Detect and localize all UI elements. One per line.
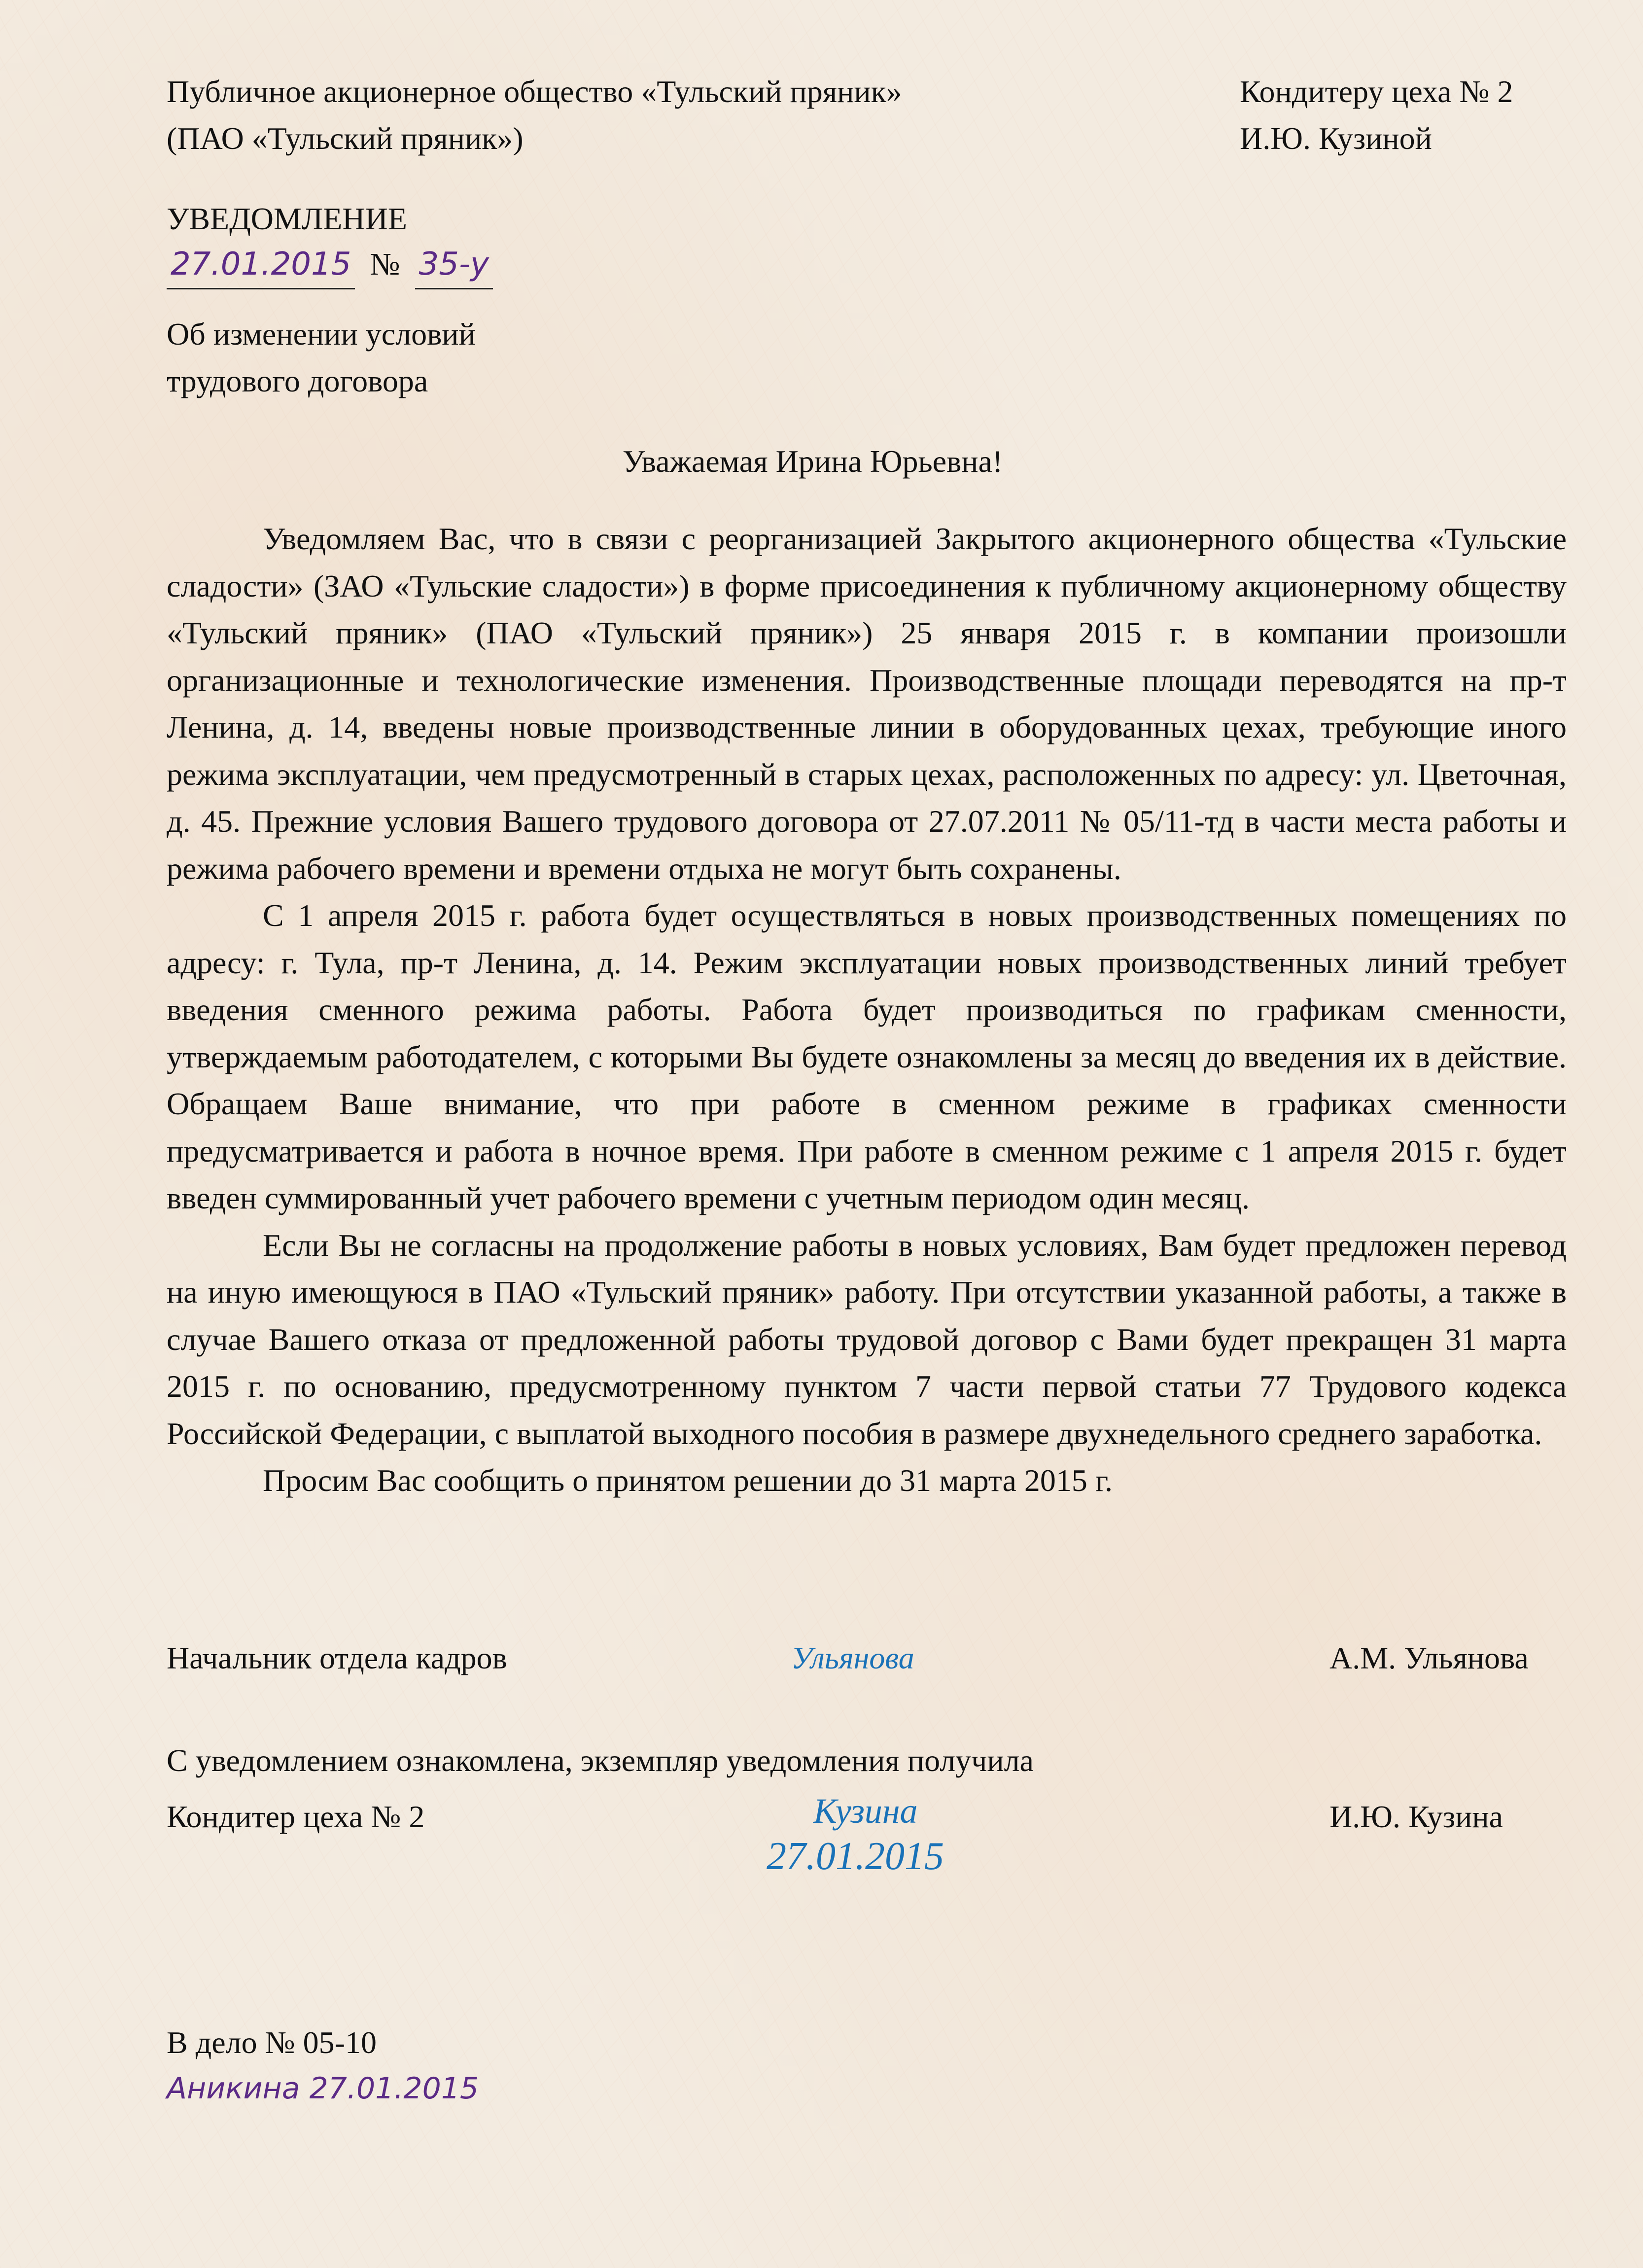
date-number-line [167, 241, 493, 289]
addressee-name: И.Ю. Кузиной [1240, 121, 1432, 156]
document-number: 35-у [415, 241, 493, 289]
filing-note: В дело № 05-10 [167, 2025, 377, 2060]
org-name: Публичное акционерное общество «Тульский пряник» [167, 74, 902, 109]
paragraph: Уведомляем Вас, что в связи с реорганизацией Закрытого акционерного общества «Тульские сладости» (ЗАО «Тульские сладости») в форме присоединения к публичному акционерному обществу «Тульский пряник» (ПАО «Тульский пряник») 25 января 2015 г. в компании произошли организационные и технологические изменения. Производственные площади переводятся на пр-т Ленина, д. 14, введены новые производственные линии в оборудованных цехах, требующие иного режима эксплуатации, чем предусмотренный в старых цехах, расположенных по адресу: ул. Цветочная, д. 45. Прежние условия Вашего трудового договора от 27.07.2011 № 05/11-тд в части места работы и режима рабочего времени и времени отдыха не могут быть сохранены. [167, 521, 1567, 886]
acknowledgement-statement: С уведомлением ознакомлена, экземпляр уведомления получила [167, 1743, 1034, 1778]
org-short-name: (ПАО «Тульский пряник») [167, 121, 524, 156]
signatory-handwritten-signature: Ульянова [791, 1640, 914, 1675]
document-date: 27.01.2015 [167, 241, 355, 289]
paragraph: Если Вы не согласны на продолжение работы в новых условиях, Вам будет предложен перевод на иную имеющуюся в ПАО «Тульский пряник» работу. При отсутствии указанной работы, а также в случае Вашего отказа от предложенной работы трудовой договор с Вами будет прекращен 31 марта 2015 г. по основанию, предусмотренному пунктом 7 части первой статьи 77 Трудового кодекса Российской Федерации, с выплатой выходного пособия в размере двухнедельного среднего заработка. [167, 1227, 1567, 1451]
document-type: УВЕДОМЛЕНИЕ [167, 201, 407, 236]
employee-position: Кондитер цеха № 2 [167, 1799, 425, 1834]
number-sign: № [370, 247, 400, 282]
letter-body [167, 515, 1567, 1504]
employee-handwritten-date: 27.01.2015 [767, 1835, 944, 1878]
subject-line-1: Об изменении условий [167, 317, 476, 352]
signatory-position: Начальник отдела кадров [167, 1640, 507, 1675]
signatory-name: А.М. Ульянова [1329, 1640, 1529, 1675]
salutation: Уважаемая Ирина Юрьевна! [622, 444, 1003, 479]
subject-line-2: трудового договора [167, 363, 428, 398]
paragraph: Просим Вас сообщить о принятом решении до 31 марта 2015 г. [263, 1463, 1113, 1498]
employee-handwritten-signature: Кузина [813, 1791, 918, 1831]
filing-handwritten-note: Аникина 27.01.2015 [167, 2071, 479, 2106]
addressee-position: Кондитеру цеха № 2 [1240, 74, 1513, 109]
paragraph: С 1 апреля 2015 г. работа будет осуществляться в новых производственных помещениях по адресу: г. Тула, пр-т Ленина, д. 14. Режим эксплуатации новых производственных линий требует введения сменного режима работы. Работа будет производиться по графикам сменности, утверждаемым работодателем, с которыми Вы будете ознакомлены за месяц до введения их в действие. Обращаем Ваше внимание, что при работе в сменном режиме в графиках сменности предусматривается и работа в ночное время. При работе в сменном режиме с 1 апреля 2015 г. будет введен суммированный учет рабочего времени с учетным периодом один месяц. [167, 898, 1567, 1215]
employee-name: И.Ю. Кузина [1329, 1799, 1503, 1834]
